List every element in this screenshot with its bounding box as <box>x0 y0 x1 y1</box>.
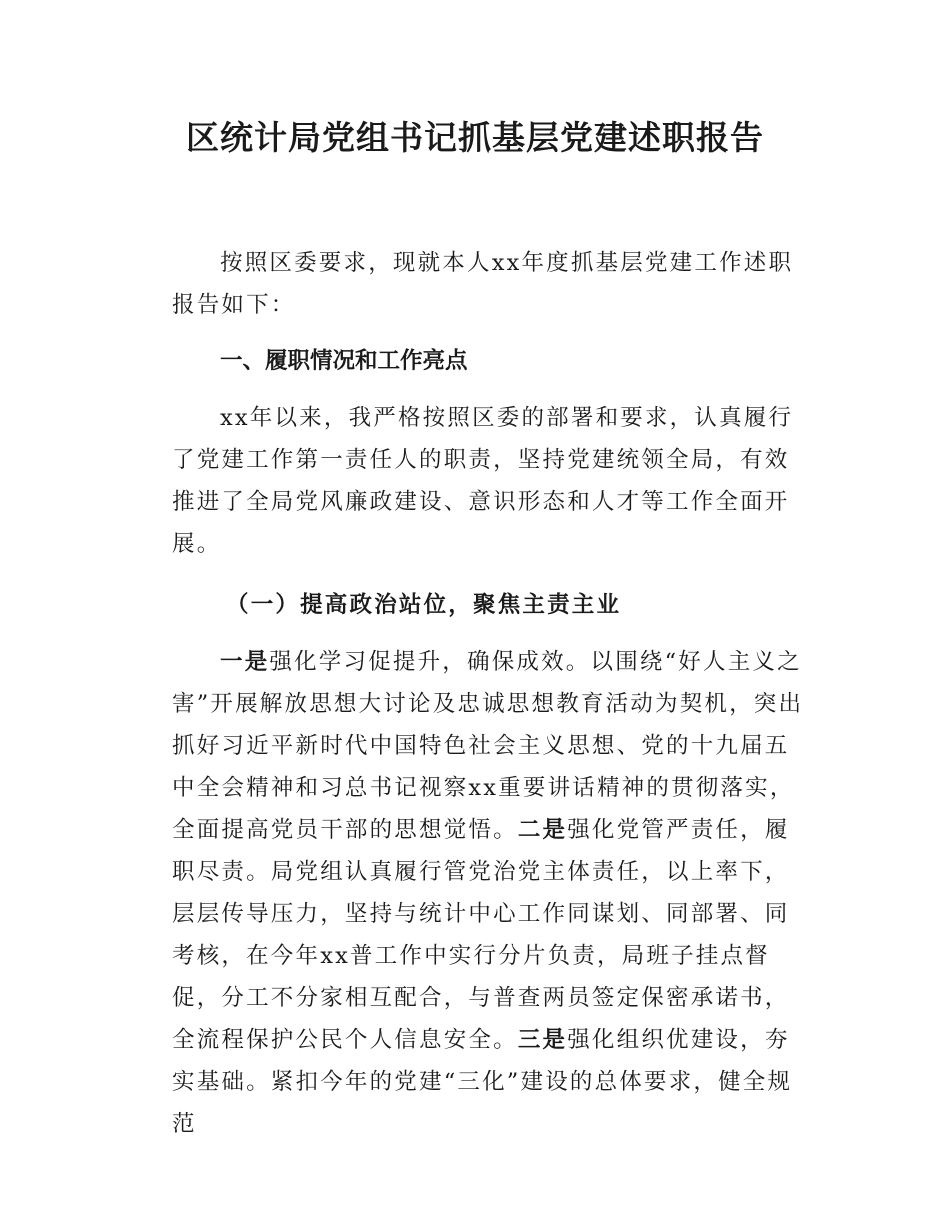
item1-text: 强化学习促提升，确保成效。以围绕“好人主义之害”开展解放思想大讨论及忠诚思想教育活动为契机，突出抓好习近平新时代中国特色社会主义思想、党的十九届五中全会精神和习总书记视察xx重要讲话精神的贯彻落实，全面提高党员干部的思想觉悟。 <box>172 649 804 843</box>
item3-text: 强化组织优建设，夯实基础。紧扣今年的党建“三化”建设的总体要求，健全规范 <box>172 1027 793 1137</box>
intro-text: 按照区委要求，现就本人xx年度抓基层党建工作述职报告如下： <box>172 250 794 318</box>
intro-paragraph <box>172 242 812 326</box>
section-heading: 一、履职情况和工作亮点 <box>220 348 468 374</box>
item2-text: 强化党管严责任，履职尽责。局党组认真履行管党治党主体责任，以上率下，层层传导压力，坚持与统计中心工作同谋划、同部署、同考核，在今年xx普工作中实行分片负责，局班子挂点督促，分工不分家相互配合，与普查两员签定保密承诺书，全流程保护公民个人信息安全。 <box>172 817 790 1053</box>
subsection-heading: （一）提高政治站位，聚焦主责主业 <box>226 592 622 618</box>
overview-paragraph <box>172 397 812 565</box>
item1-lead: 一是 <box>220 649 270 675</box>
detail-paragraph <box>172 641 812 1145</box>
document-title: 区统计局党组书记抓基层党建述职报告 <box>186 118 764 157</box>
item3-lead: 三是 <box>517 1027 568 1053</box>
overview-text: xx年以来，我严格按照区委的部署和要求，认真履行了党建工作第一责任人的职责，坚持党建统领全局，有效推进了全局党风廉政建设、意识形态和人才等工作全面开展。 <box>172 405 794 557</box>
item2-lead: 二是 <box>517 817 568 843</box>
